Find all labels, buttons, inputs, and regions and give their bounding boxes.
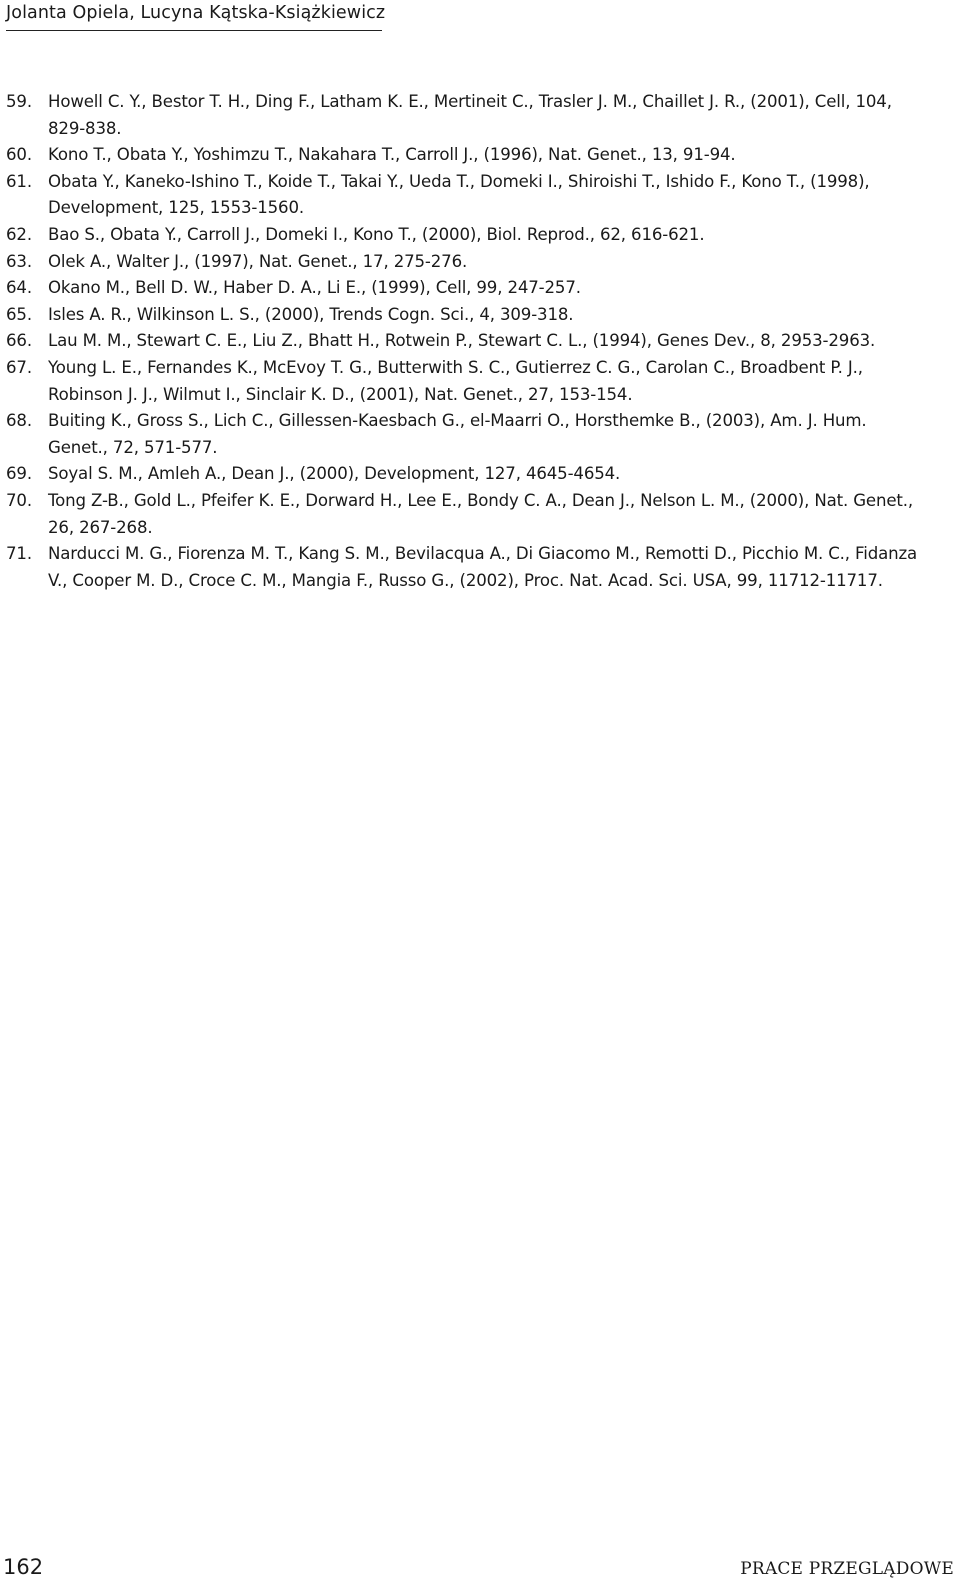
reference-number: 69. — [6, 464, 32, 484]
reference-list — [0, 89, 960, 594]
reference-item — [0, 488, 960, 541]
reference-number: 64. — [6, 278, 32, 298]
running-head: Jolanta Opiela, Lucyna Kątska-Książkiewicz — [6, 0, 382, 31]
reference-number: 63. — [6, 251, 32, 271]
reference-item — [0, 89, 960, 142]
reference-item — [0, 142, 960, 169]
reference-item — [0, 355, 960, 408]
reference-text: Okano M., Bell D. W., Haber D. A., Li E., (1999), Cell, 99, 247-257. — [48, 278, 581, 298]
page-number: 162 — [3, 1555, 44, 1579]
reference-item — [0, 169, 960, 222]
reference-text: Narducci M. G., Fiorenza M. T., Kang S. M., Bevilacqua A., Di Giacomo M., Remotti D., Picchio M. C., Fidanza V., Cooper M. D., Croce C. M., Mangia F., Russo G., (2002), Proc. Nat. Acad. Sci. USA, 99, 11712-11717. — [48, 544, 918, 590]
section-title: PRACE PRZEGLĄDOWE — [740, 1559, 954, 1579]
reference-text: Howell C. Y., Bestor T. H., Ding F., Latham K. E., Mertineit C., Trasler J. M., Chaillet J. R., (2001), Cell, 104, 829-838. — [48, 92, 892, 138]
reference-item — [0, 408, 960, 461]
reference-item — [0, 222, 960, 249]
reference-text: Obata Y., Kaneko-Ishino T., Koide T., Takai Y., Ueda T., Domeki I., Shiroishi T., Ishido F., Kono T., (1998), Development, 125, 1553-1560. — [48, 171, 870, 218]
reference-text: Kono T., Obata Y., Yoshimzu T., Nakahara T., Carroll J., (1996), Nat. Genet., 13, 91-94. — [48, 145, 736, 165]
reference-number: 62. — [6, 224, 32, 244]
reference-number: 65. — [6, 304, 32, 324]
reference-number: 67. — [6, 357, 32, 377]
reference-item — [0, 302, 960, 329]
reference-number: 59. — [6, 92, 32, 111]
reference-item — [0, 461, 960, 488]
reference-item — [0, 249, 960, 276]
reference-text: Young L. E., Fernandes K., McEvoy T. G., Butterwith S. C., Gutierrez C. G., Carolan C., Broadbent P. J., Robinson J. J., Wilmut I., Sinclair K. D., (2001), Nat. Genet., 27, 153-154. — [48, 357, 863, 404]
reference-text: Isles A. R., Wilkinson L. S., (2000), Trends Cogn. Sci., 4, 309-318. — [48, 304, 574, 324]
reference-text: Soyal S. M., Amleh A., Dean J., (2000), Development, 127, 4645-4654. — [48, 464, 621, 484]
reference-text: Buiting K., Gross S., Lich C., Gillessen-Kaesbach G., el-Maarri O., Horsthemke B., (2003), Am. J. Hum. Genet., 72, 571-577. — [48, 411, 867, 457]
reference-item — [0, 275, 960, 302]
reference-item — [0, 328, 960, 355]
reference-text: Lau M. M., Stewart C. E., Liu Z., Bhatt H., Rotwein P., Stewart C. L., (1994), Genes Dev., 8, 2953-2963. — [48, 331, 876, 351]
reference-text: Olek A., Walter J., (1997), Nat. Genet., 17, 275-276. — [48, 251, 468, 271]
reference-number: 70. — [6, 490, 32, 510]
reference-number: 68. — [6, 411, 32, 431]
reference-item — [0, 541, 960, 594]
reference-number: 60. — [6, 145, 32, 165]
reference-text: Bao S., Obata Y., Carroll J., Domeki I., Kono T., (2000), Biol. Reprod., 62, 616-621. — [48, 224, 705, 244]
reference-number: 71. — [6, 544, 32, 564]
reference-number: 61. — [6, 171, 32, 191]
reference-number: 66. — [6, 331, 32, 351]
reference-text: Tong Z-B., Gold L., Pfeifer K. E., Dorward H., Lee E., Bondy C. A., Dean J., Nelson L. M., (2000), Nat. Genet., 26, 267-268. — [48, 490, 914, 537]
